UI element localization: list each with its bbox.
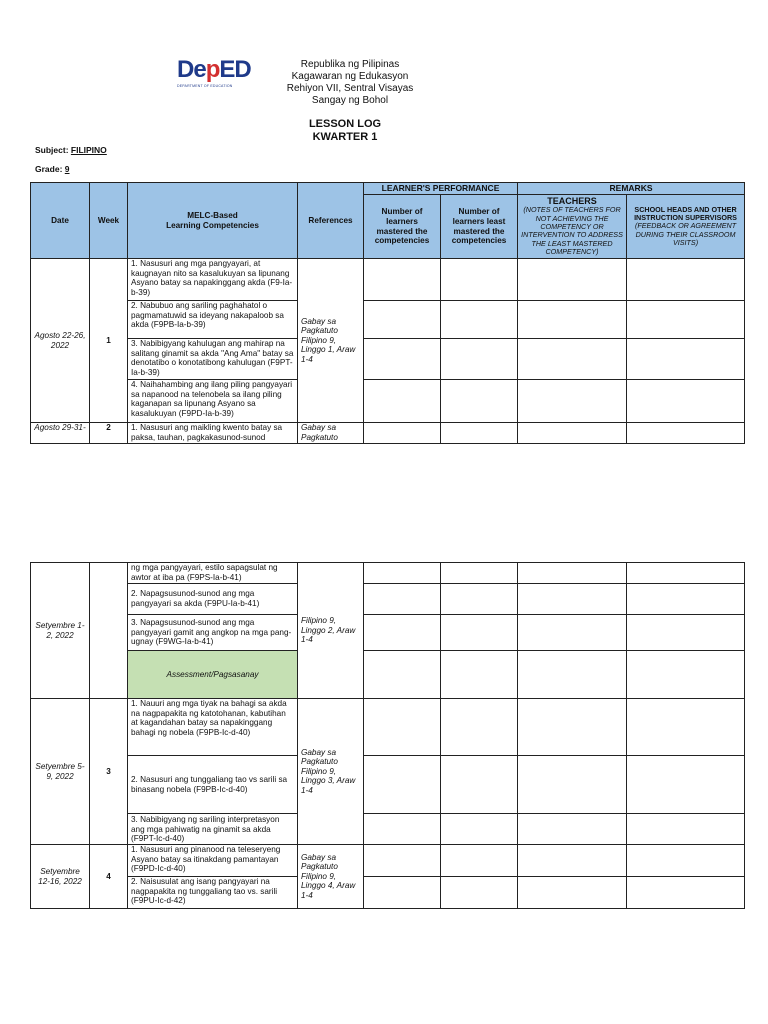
teachers-remarks-cell[interactable] — [518, 651, 627, 699]
teachers-remarks-cell[interactable] — [518, 845, 627, 877]
week3-reference: Gabay sa Pagkatuto Filipino 9, Linggo 3, Araw 1-4 — [298, 699, 364, 845]
header-melc-line2: Learning Competencies — [166, 220, 259, 230]
logo-subtext: DEPARTMENT OF EDUCATION — [177, 84, 233, 88]
least-mastered-cell[interactable] — [441, 339, 518, 380]
competency-item: 2. Nabubuo ang sariling paghahatol o pagmamatuwid sa ideyang nakapaloob sa akda (F9PB-Ia-b-39) — [128, 301, 298, 339]
least-mastered-cell[interactable] — [441, 814, 518, 845]
heads-remarks-cell[interactable] — [627, 699, 745, 756]
competency-item: 1. Nasusuri ang maikling kwento batay sa paksa, tauhan, pagkakasunod-sunod — [128, 423, 298, 444]
week4-reference: Gabay sa Pagkatuto Filipino 9, Linggo 4, Araw 1-4 — [298, 845, 364, 909]
grade-label: Grade: — [35, 164, 63, 174]
least-mastered-cell[interactable] — [441, 699, 518, 756]
lesson-log-table-1 — [30, 182, 745, 444]
mastered-cell[interactable] — [364, 845, 441, 877]
least-mastered-cell[interactable] — [441, 563, 518, 584]
header-references: References — [298, 183, 364, 259]
mastered-cell[interactable] — [364, 699, 441, 756]
heads-remarks-cell[interactable] — [627, 259, 745, 301]
heads-remarks-cell[interactable] — [627, 380, 745, 423]
header-mastered: Number of learners mastered the competencies — [364, 195, 441, 259]
competency-item: 4. Naihahambing ang ilang piling pangyayari sa napanood na telenobela sa ilang piling kaganapan sa lipunang Asyano sa kasalukuyan (F9PD-Ia-b-39) — [128, 380, 298, 423]
mastered-cell[interactable] — [364, 563, 441, 584]
grade-value: 9 — [64, 164, 70, 174]
header-melc-line1: MELC-Based — [187, 210, 238, 220]
least-mastered-cell[interactable] — [441, 845, 518, 877]
heads-remarks-cell[interactable] — [627, 651, 745, 699]
least-mastered-cell[interactable] — [441, 584, 518, 615]
teachers-remarks-cell[interactable] — [518, 699, 627, 756]
logo-text-ed: ED — [219, 56, 251, 83]
competency-item: 3. Nabibigyang ng sariling interpretasyon ang mga pahiwatig na ginamit sa akda (F9PT-Ic-d-40) — [128, 814, 298, 845]
teachers-remarks-cell[interactable] — [518, 584, 627, 615]
heads-remarks-cell[interactable] — [627, 845, 745, 877]
grade-line — [35, 164, 70, 174]
teachers-remarks-cell[interactable] — [518, 339, 627, 380]
teachers-remarks-cell[interactable] — [518, 423, 627, 444]
teachers-remarks-cell[interactable] — [518, 259, 627, 301]
competency-item: 2. Napagsusunod-sunod ang mga pangyayari sa akda (F9PU-Ia-b-41) — [128, 584, 298, 615]
week2-date: Agosto 29-31- — [31, 423, 90, 444]
header-melc — [128, 183, 298, 259]
header-heads-title: SCHOOL HEADS AND OTHER INSTRUCTION SUPERVISORS — [634, 204, 737, 223]
week4-number: 4 — [90, 845, 128, 909]
heads-remarks-cell[interactable] — [627, 814, 745, 845]
header-heads-note: (FEEDBACK OR AGREEMENT DURING THEIR CLASSROOM VISITS) — [634, 221, 737, 247]
mastered-cell[interactable] — [364, 756, 441, 814]
least-mastered-cell[interactable] — [441, 301, 518, 339]
mastered-cell[interactable] — [364, 651, 441, 699]
competency-item: 1. Nasusuri ang pinanood na teleseryeng Asyano batay sa itinakdang pamantayan (F9PD-Ic-d-40) — [128, 845, 298, 877]
header-remarks: REMARKS — [518, 183, 745, 195]
heads-remarks-cell[interactable] — [627, 584, 745, 615]
teachers-remarks-cell[interactable] — [518, 756, 627, 814]
heads-remarks-cell[interactable] — [627, 877, 745, 909]
teachers-remarks-cell[interactable] — [518, 380, 627, 423]
doc-subtitle: KWARTER 1 — [312, 131, 378, 143]
least-mastered-cell[interactable] — [441, 615, 518, 651]
heads-remarks-cell[interactable] — [627, 615, 745, 651]
heads-remarks-cell[interactable] — [627, 563, 745, 584]
heads-remarks-cell[interactable] — [627, 301, 745, 339]
header-least-mastered: Number of learners least mastered the competencies — [441, 195, 518, 259]
teachers-remarks-cell[interactable] — [518, 814, 627, 845]
mastered-cell[interactable] — [364, 259, 441, 301]
mastered-cell[interactable] — [364, 301, 441, 339]
least-mastered-cell[interactable] — [441, 423, 518, 444]
heads-remarks-cell[interactable] — [627, 339, 745, 380]
header-heads — [627, 195, 745, 259]
mastered-cell[interactable] — [364, 423, 441, 444]
lesson-log-table-2 — [30, 562, 745, 909]
week1-number: 1 — [90, 259, 128, 423]
competency-item: ng mga pangyayari, estilo sapagsulat ng awtor at iba pa (F9PS-Ia-b-41) — [128, 563, 298, 584]
competency-item: 1. Nauuri ang mga tiyak na bahagi sa akda na nagpapakita ng katotohanan, kabutihan at kagandahan batay sa napakinggang bahagi ng nobela (F9PB-Ic-d-40) — [128, 699, 298, 756]
week3-number: 3 — [90, 699, 128, 845]
mastered-cell[interactable] — [364, 615, 441, 651]
least-mastered-cell[interactable] — [441, 380, 518, 423]
header-line-4: Sangay ng Bohol — [311, 95, 389, 106]
teachers-remarks-cell[interactable] — [518, 301, 627, 339]
least-mastered-cell[interactable] — [441, 756, 518, 814]
logo-text-dep: De — [177, 56, 206, 83]
mastered-cell[interactable] — [364, 877, 441, 909]
assessment-cell: Assessment/Pagsasanay — [128, 651, 298, 699]
header-line-1: Republika ng Pilipinas — [300, 59, 400, 70]
least-mastered-cell[interactable] — [441, 259, 518, 301]
doc-title: LESSON LOG — [308, 118, 382, 130]
week2-cont-date: Setyembre 1-2, 2022 — [31, 563, 90, 699]
teachers-remarks-cell[interactable] — [518, 563, 627, 584]
week1-reference: Gabay sa Pagkatuto Filipino 9, Linggo 1, Araw 1-4 — [298, 259, 364, 423]
mastered-cell[interactable] — [364, 380, 441, 423]
week2-cont-reference: Filipino 9, Linggo 2, Araw 1-4 — [298, 563, 364, 699]
competency-item: 3. Nabibigyang kahulugan ang mahirap na salitang ginamit sa akda "Ang Ama" batay sa denotatibo o konotatibong kahulugan (F9PT-Ia-b-39) — [128, 339, 298, 380]
subject-value: FILIPINO — [70, 145, 107, 155]
competency-item: 3. Napagsusunod-sunod ang mga pangyayari gamit ang angkop na mga pang-ugnay (F9WG-Ia-b-41) — [128, 615, 298, 651]
mastered-cell[interactable] — [364, 339, 441, 380]
least-mastered-cell[interactable] — [441, 651, 518, 699]
subject-label: Subject: — [35, 145, 69, 155]
header-line-3: Rehiyon VII, Sentral Visayas — [286, 83, 414, 94]
least-mastered-cell[interactable] — [441, 877, 518, 909]
teachers-remarks-cell[interactable] — [518, 615, 627, 651]
heads-remarks-cell[interactable] — [627, 423, 745, 444]
week3-date: Setyembre 5-9, 2022 — [31, 699, 90, 845]
teachers-remarks-cell[interactable] — [518, 877, 627, 909]
week1-date: Agosto 22-26, 2022 — [31, 259, 90, 423]
subject-line — [35, 145, 107, 155]
header-teachers — [518, 195, 627, 259]
competency-item: 1. Nasusuri ang mga pangyayari, at kaugnayan nito sa kasalukuyan sa lipunang Asyano batay sa napakinggang akda (F9-Ia-b-39) — [128, 259, 298, 301]
week2-reference: Gabay sa Pagkatuto — [298, 423, 364, 444]
heads-remarks-cell[interactable] — [627, 756, 745, 814]
header-line-2: Kagawaran ng Edukasyon — [291, 71, 409, 82]
header-teachers-note: (NOTES OF TEACHERS FOR NOT ACHIEVING THE COMPETENCY OR INTERVENTION TO ADDRESS THE LEAST MASTERED COMPETENCY) — [521, 205, 623, 256]
header-learners-performance: LEARNER'S PERFORMANCE — [364, 183, 518, 195]
mastered-cell[interactable] — [364, 584, 441, 615]
logo-text-ped: p — [205, 56, 220, 83]
deped-logo — [177, 56, 277, 94]
competency-item: 2. Naisusulat ang isang pangyayari na nagpapakita ng tunggaliang tao vs. sarili (F9PU-Ic-d-42) — [128, 877, 298, 909]
header-teachers-title: TEACHERS — [547, 195, 597, 206]
mastered-cell[interactable] — [364, 814, 441, 845]
week4-date: Setyembre 12-16, 2022 — [31, 845, 90, 909]
header-date: Date — [31, 183, 90, 259]
week2-number: 2 — [90, 423, 128, 444]
header-week: Week — [90, 183, 128, 259]
competency-item: 2. Nasusuri ang tunggaliang tao vs sarili sa binasang nobela (F9PB-Ic-d-40) — [128, 756, 298, 814]
week2-cont-week — [90, 563, 128, 699]
